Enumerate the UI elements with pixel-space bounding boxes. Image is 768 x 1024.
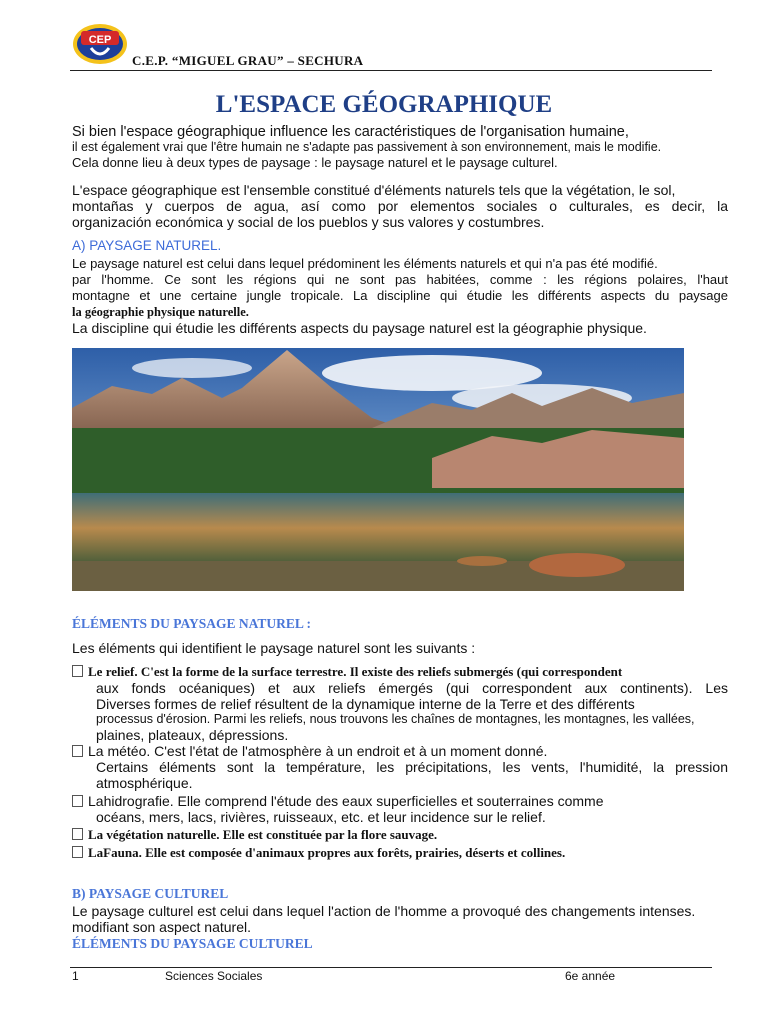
section-a-heading: A) PAYSAGE NATUREL. xyxy=(72,238,222,253)
checkbox-icon xyxy=(72,665,83,677)
section-b-line: Le paysage culturel est celui dans lequel l'action de l'homme a provoqué des changements intenses. xyxy=(72,903,696,919)
section-a-line: Le paysage naturel est celui dans lequel prédominent les éléments naturels et qui n'a pas été modifié. xyxy=(72,256,658,271)
footer-divider xyxy=(70,967,712,968)
checkbox-icon xyxy=(72,828,83,840)
natural-elements-list xyxy=(72,664,728,861)
intro-line: Si bien l'espace géographique influence les caractéristiques de l'organisation humaine, xyxy=(72,124,629,140)
checkbox-icon xyxy=(72,795,83,807)
natural-elements-heading: ÉLÉMENTS DU PAYSAGE NATUREL : xyxy=(72,616,312,631)
school-logo xyxy=(71,22,129,66)
relief-line: plaines, plateaux, dépressions. xyxy=(96,727,289,743)
meteo-line: atmosphérique. xyxy=(96,775,193,791)
intro-line: il est également vrai que l'être humain ne s'adapte pas passivement à son environnement, mais le modifie. xyxy=(72,140,662,154)
hydro-line: océans, mers, lacs, rivières, ruisseaux, etc. et leur incidence sur le relief. xyxy=(96,809,546,825)
checkbox-icon xyxy=(72,745,83,757)
section-a-line: La discipline qui étudie les différents aspects du paysage naturel est la géographie physique. xyxy=(72,320,647,336)
meteo-line: La météo. C'est l'état de l'atmosphère à un endroit et à un moment donné. xyxy=(88,743,548,759)
natural-elements-intro: Les éléments qui identifient le paysage naturel sont les suivants : xyxy=(72,640,476,656)
header-divider xyxy=(70,70,712,71)
list-item xyxy=(72,664,728,680)
list-item xyxy=(72,743,728,759)
section-a-line: par l'homme. Ce sont les régions qui ne sont pas habitées, comme : les régions polaires, l'haut xyxy=(72,272,728,287)
definition-line: montañas y cuerpos de agua, así como por elementos sociales o culturales, es decir, la xyxy=(72,198,728,214)
section-b-paragraph xyxy=(72,903,728,935)
section-a-line: montagne et une certaine jungle tropicale. La discipline qui étudie les différents aspects du paysage xyxy=(72,288,728,303)
definition-line: organización económica y social de los pueblos y sus valores y costumbres. xyxy=(72,214,545,230)
section-b-line: modifiant son aspect naturel. xyxy=(72,919,251,935)
section-a-line: la géographie physique naturelle. xyxy=(72,305,249,319)
list-item xyxy=(72,793,728,809)
meteo-line: Certains éléments sont la température, les précipitations, les vents, l'humidité, la pression xyxy=(96,759,728,775)
relief-line: Le relief. C'est la forme de la surface terrestre. Il existe des reliefs submergés (qui correspondent xyxy=(88,664,623,679)
svg-text:CEP: CEP xyxy=(88,34,112,46)
fauna-line: LaFauna. Elle est composée d'animaux propres aux forêts, prairies, déserts et collines. xyxy=(88,845,566,860)
page-number: 1 xyxy=(72,969,79,983)
landscape-photo xyxy=(72,348,684,591)
footer-subject: Sciences Sociales xyxy=(165,969,263,983)
checkbox-icon xyxy=(72,846,83,858)
intro-line: Cela donne lieu à deux types de paysage : le paysage naturel et le paysage culturel. xyxy=(72,155,558,170)
section-a-paragraph xyxy=(72,256,728,336)
hydro-line: Lahidrografie. Elle comprend l'étude des eaux superficielles et souterraines comme xyxy=(88,793,604,809)
definition-line: L'espace géographique est l'ensemble constitué d'éléments naturels tels que la végétation, le sol, xyxy=(72,182,676,198)
relief-line: processus d'érosion. Parmi les reliefs, nous trouvons les chaînes de montagnes, les montagnes, les vallées, xyxy=(96,712,695,726)
cultural-elements-heading: ÉLÉMENTS DU PAYSAGE CULTUREL xyxy=(72,936,313,951)
intro-paragraph xyxy=(72,124,728,171)
relief-line: Diverses formes de relief résultent de la dynamique interne de la Terre et des différents xyxy=(96,696,635,712)
relief-line: aux fonds océaniques) et aux reliefs émergés (qui correspondent aux continents). Les xyxy=(96,680,728,696)
list-item xyxy=(72,845,728,861)
vegetation-line: La végétation naturelle. Elle est constituée par la flore sauvage. xyxy=(88,827,438,842)
list-item xyxy=(72,827,728,843)
section-b-heading: B) PAYSAGE CULTUREL xyxy=(72,886,229,901)
footer-grade: 6e année xyxy=(565,969,616,983)
definition-paragraph xyxy=(72,182,728,230)
school-name: C.E.P. “MIGUEL GRAU” – SECHURA xyxy=(132,53,364,68)
page-title: L'ESPACE GÉOGRAPHIQUE xyxy=(215,91,553,118)
